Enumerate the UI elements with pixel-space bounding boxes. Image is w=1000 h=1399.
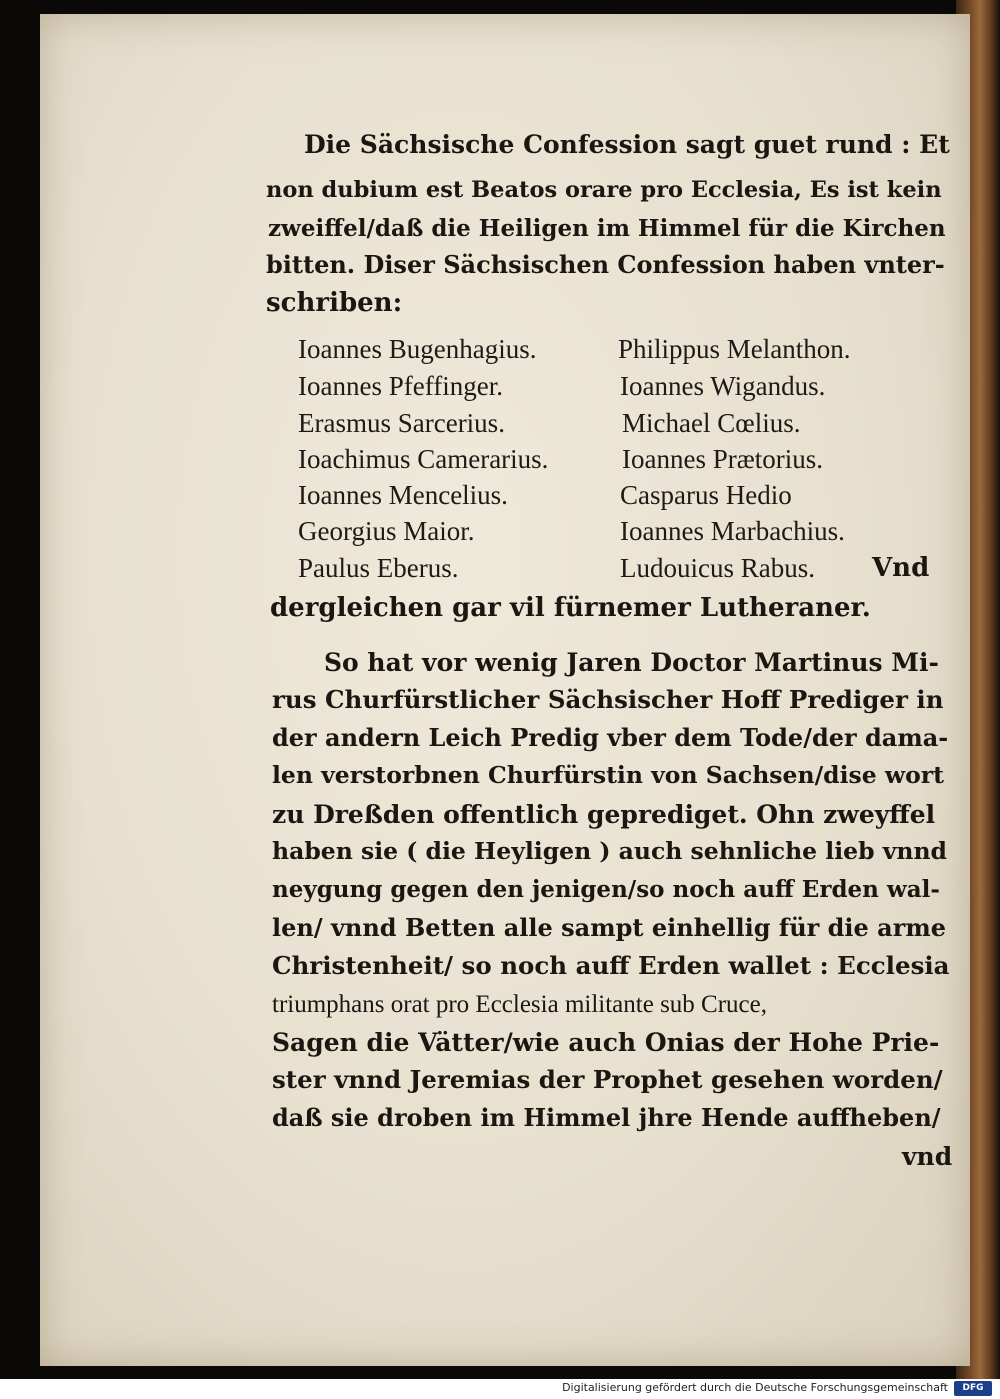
para1-line-4: bitten. Diser Sächsischen Confession haben vnter- bbox=[266, 250, 945, 279]
signatory-right-4: Ioannes Prætorius. bbox=[622, 444, 823, 474]
signatories-continuation: dergleichen gar vil fürnemer Lutheraner. bbox=[270, 593, 871, 623]
signatory-right-7: Ludouicus Rabus. bbox=[620, 553, 815, 583]
para1-line-1: Die Sächsische Confession sagt guet rund : Et bbox=[304, 130, 950, 159]
para2-line-10: triumphans orat pro Ecclesia militante sub Cruce, bbox=[272, 991, 767, 1018]
para2-line-4: len verstorbnen Churfürstin von Sachsen/dise wort bbox=[272, 761, 945, 789]
para1-line-5: schriben: bbox=[266, 288, 403, 318]
signatory-left-2: Ioannes Pfeffinger. bbox=[298, 371, 503, 401]
para1-line-3: zweiffel/daß die Heiligen im Himmel für die Kirchen bbox=[268, 215, 946, 242]
para2-line-1: So hat vor wenig Jaren Doctor Martinus Mi- bbox=[324, 648, 939, 677]
digitization-credit: Digitalisierung gefördert durch die Deutsche Forschungsgemeinschaft bbox=[562, 1381, 948, 1394]
para2-line-7: neygung gegen den jenigen/so noch auff Erden wal- bbox=[272, 876, 940, 903]
catchword: vnd bbox=[902, 1142, 953, 1171]
para2-line-11: Sagen die Vätter/wie auch Onias der Hohe Prie- bbox=[272, 1028, 940, 1057]
signatory-right-1: Philippus Melanthon. bbox=[618, 334, 851, 364]
para2-line-13: daß sie droben im Himmel jhre Hende auffheben/ bbox=[272, 1103, 941, 1132]
para2-line-6: haben sie ( die Heyligen ) auch sehnliche lieb vnnd bbox=[272, 837, 947, 865]
para2-line-8: len/ vnnd Betten alle sampt einhellig für die arme bbox=[272, 913, 947, 942]
dfg-logo: DFG bbox=[954, 1381, 992, 1396]
page-text bbox=[40, 14, 970, 1366]
para2-line-5: zu Dreßden offentlich geprediget. Ohn zweyffel bbox=[272, 800, 936, 829]
signatory-right-3: Michael Cœlius. bbox=[622, 408, 801, 438]
footer-bar bbox=[0, 1379, 1000, 1399]
signatory-left-7: Paulus Eberus. bbox=[298, 553, 459, 583]
para2-line-9: Christenheit/ so noch auff Erden wallet : Ecclesia bbox=[272, 951, 950, 980]
signatory-left-1: Ioannes Bugenhagius. bbox=[298, 334, 537, 364]
signatory-right-2: Ioannes Wigandus. bbox=[620, 371, 826, 401]
para2-line-2: rus Churfürstlicher Sächsischer Hoff Prediger in bbox=[272, 685, 944, 714]
signatory-left-6: Georgius Maior. bbox=[298, 516, 475, 546]
para1-line-2: non dubium est Beatos orare pro Ecclesia, Es ist kein bbox=[266, 177, 942, 203]
para2-line-12: ster vnnd Jeremias der Prophet gesehen worden/ bbox=[272, 1065, 943, 1094]
signatory-left-5: Ioannes Mencelius. bbox=[298, 480, 508, 510]
paper-page bbox=[40, 14, 970, 1366]
signatory-left-3: Erasmus Sarcerius. bbox=[298, 408, 505, 438]
signatory-right-5: Casparus Hedio bbox=[620, 480, 792, 510]
signatory-right-6: Ioannes Marbachius. bbox=[620, 516, 845, 546]
para2-line-3: der andern Leich Predig vber dem Tode/der dama- bbox=[272, 723, 949, 752]
signatory-left-4: Ioachimus Camerarius. bbox=[298, 444, 549, 474]
trailing-word: Vnd bbox=[872, 553, 930, 583]
